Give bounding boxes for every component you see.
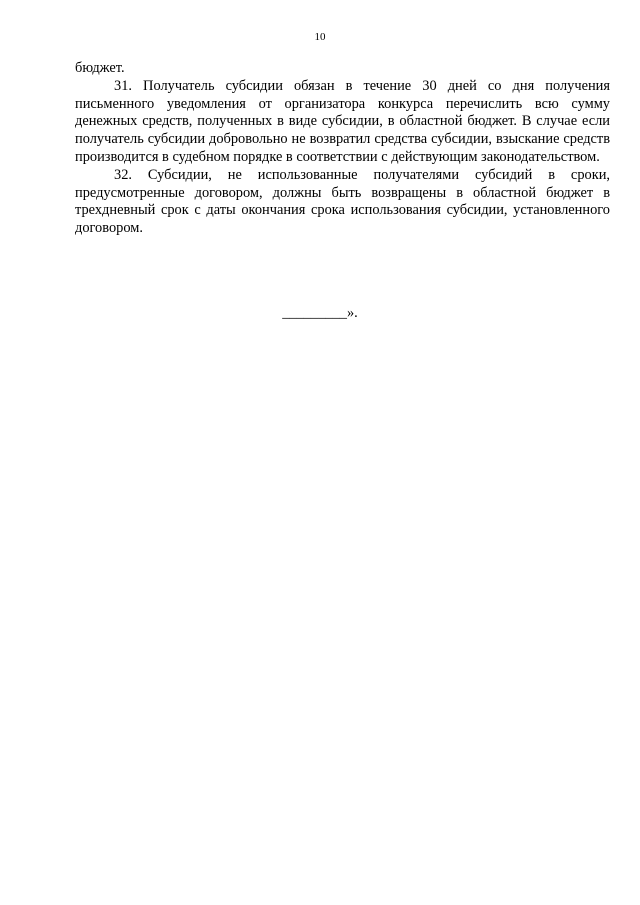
document-body [75, 60, 610, 238]
paragraph-continuation: бюджет. [75, 60, 125, 76]
paragraph-clause-32: 32. Субсидии, не использованные получателями субсидий в сроки, предусмотренные договором, должны быть возвращены в областной бюджет в трехдневный срок с даты окончания срока использования субсидии, установленного договором. [75, 166, 610, 237]
paragraph-clause-31: 31. Получатель субсидии обязан в течение 30 дней со дня получения письменного уведомления от организатора конкурса перечислить всю сумму денежных средств, полученных в виде субсидии, в областной бюджет. В случае если получатель субсидии добровольно не возвратил средства субсидии, взыскание средств производится в судебном порядке в соответствии с действующим законодательством. [75, 77, 610, 165]
closing-line: _________». [282, 305, 358, 321]
page-number: 10 [314, 31, 326, 43]
